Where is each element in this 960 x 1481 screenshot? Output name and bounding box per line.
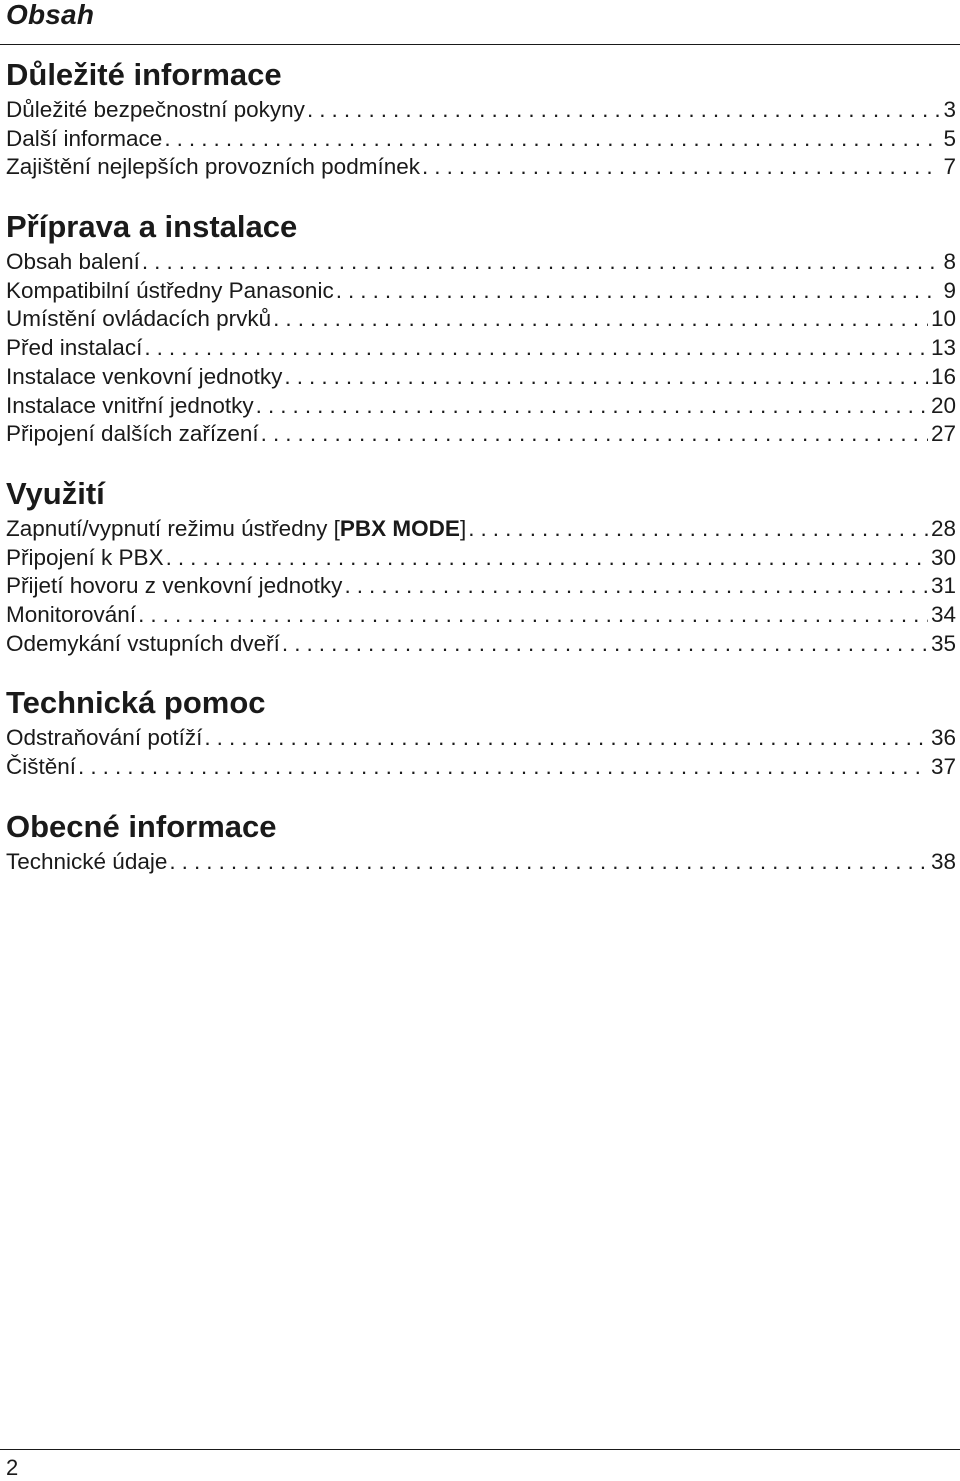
toc-entry-label <box>6 515 468 544</box>
toc-entry-label: Technické údaje <box>6 848 168 874</box>
toc-section <box>6 56 956 182</box>
section-heading: Důležité informace <box>6 57 282 92</box>
toc-entry[interactable] <box>6 392 956 421</box>
toc-entry[interactable] <box>6 153 956 182</box>
dot-leader <box>422 153 941 182</box>
toc-entry-page: 37 <box>930 754 956 779</box>
toc-entry-page: 8 <box>943 249 956 275</box>
toc-entry-label: Odstraňování potíží <box>6 725 203 751</box>
table-of-contents <box>6 56 956 902</box>
label-suffix: ] <box>459 515 467 541</box>
toc-entry-label: Odemykání vstupních dveří <box>6 630 280 656</box>
toc-section <box>6 808 956 877</box>
section-heading: Technická pomoc <box>6 685 266 721</box>
toc-entry-page: 36 <box>930 725 956 751</box>
toc-entry[interactable] <box>6 630 956 659</box>
section-heading: Obecné informace <box>6 808 277 844</box>
toc-entry[interactable] <box>6 724 956 753</box>
toc-entry-label: Obsah balení <box>6 249 140 275</box>
dot-leader <box>261 420 928 449</box>
toc-entry-page: 3 <box>943 97 956 122</box>
toc-entry-page: 38 <box>930 848 956 874</box>
toc-entry-page: 13 <box>930 335 956 361</box>
toc-entry-label: Instalace vnitřní jednotky <box>6 392 254 418</box>
toc-entry[interactable] <box>6 420 956 449</box>
toc-entry[interactable] <box>6 125 956 154</box>
dot-leader <box>142 248 941 277</box>
toc-entry-page: 31 <box>930 573 956 599</box>
page-number: 2 <box>6 1455 19 1480</box>
dot-leader <box>144 334 928 363</box>
toc-entry-page: 20 <box>930 392 956 418</box>
section-heading: Využití <box>6 475 105 511</box>
toc-entry-label: Instalace venkovní jednotky <box>6 363 283 389</box>
dot-leader <box>468 515 928 544</box>
toc-entry-page: 34 <box>930 601 956 627</box>
toc-entry-label: Před instalací <box>6 335 143 361</box>
toc-entry[interactable] <box>6 515 956 544</box>
dot-leader <box>256 392 928 421</box>
dot-leader <box>284 363 928 392</box>
dot-leader <box>307 96 941 125</box>
dot-leader <box>344 572 928 601</box>
toc-entry-page: 16 <box>930 363 956 389</box>
toc-entry-label: Zajištění nejlepších provozních podmínek <box>6 154 420 180</box>
dot-leader <box>166 544 928 573</box>
dot-leader <box>336 277 941 306</box>
dot-leader <box>78 753 928 782</box>
section-heading: Příprava a instalace <box>6 209 298 245</box>
toc-entry[interactable] <box>6 753 956 782</box>
toc-entry-label: Připojení k PBX <box>6 544 164 570</box>
toc-section <box>6 208 956 449</box>
toc-entry-label: Kompatibilní ústředny Panasonic <box>6 277 334 303</box>
label-prefix: Zapnutí/vypnutí režimu ústředny [ <box>6 515 340 541</box>
label-bold: PBX MODE <box>339 515 460 541</box>
toc-entry-page: 9 <box>943 277 956 303</box>
page-title: Obsah <box>6 0 95 30</box>
toc-entry-page: 28 <box>930 515 956 541</box>
toc-entry-label: Důležité bezpečnostní pokyny <box>6 97 305 122</box>
dot-leader <box>138 601 928 630</box>
dot-leader <box>282 630 928 659</box>
toc-entry[interactable] <box>6 601 956 630</box>
toc-entry[interactable] <box>6 305 956 334</box>
dot-leader <box>164 125 940 154</box>
toc-entry[interactable] <box>6 363 956 392</box>
dot-leader <box>169 848 928 877</box>
toc-entry-page: 35 <box>930 630 956 656</box>
toc-entry[interactable] <box>6 248 956 277</box>
toc-entry-label: Přijetí hovoru z venkovní jednotky <box>6 573 343 599</box>
page-header <box>0 0 960 45</box>
toc-entry-label: Umístění ovládacích prvků <box>6 306 272 332</box>
toc-entry-label: Čištění <box>6 754 77 779</box>
toc-entry-page: 5 <box>943 125 956 151</box>
toc-entry-label: Připojení dalších zařízení <box>6 421 259 447</box>
toc-entry-page: 30 <box>930 544 956 570</box>
toc-entry-label: Monitorování <box>6 601 137 627</box>
toc-entry[interactable] <box>6 334 956 363</box>
toc-entry[interactable] <box>6 96 956 125</box>
footer-rule <box>0 1449 960 1450</box>
toc-section <box>6 684 956 781</box>
toc-entry-page: 7 <box>943 154 956 180</box>
toc-entry-page: 27 <box>930 421 956 447</box>
toc-entry[interactable] <box>6 572 956 601</box>
toc-entry-label: Další informace <box>6 125 163 151</box>
toc-entry-page: 10 <box>930 306 956 332</box>
toc-section <box>6 475 956 658</box>
toc-entry[interactable] <box>6 544 956 573</box>
toc-entry[interactable] <box>6 848 956 877</box>
toc-entry[interactable] <box>6 277 956 306</box>
dot-leader <box>273 305 928 334</box>
dot-leader <box>204 724 928 753</box>
